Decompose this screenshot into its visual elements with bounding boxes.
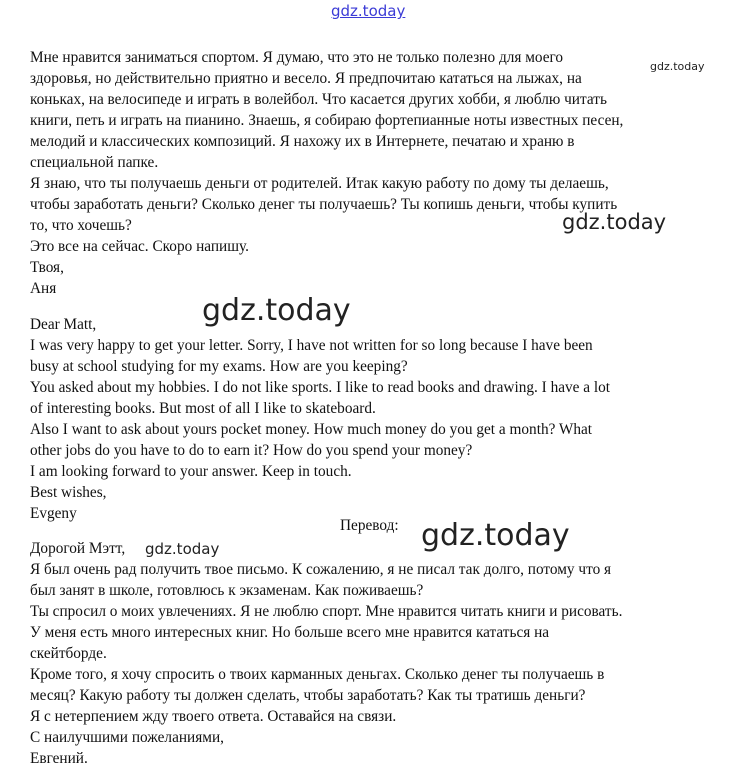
russian-letter-line: Мне нравится заниматься спортом. Я думаю, что это не только полезно для моего [30,49,564,66]
translation-line: У меня есть много интересных книг. Но больше всего мне нравится кататься на [30,624,550,641]
russian-letter-line: коньках, на велосипеде и играть в волейбол. Что касается других хобби, я люблю читать [30,91,607,108]
translation-line: месяц? Какую работу ты должен сделать, чтобы заработать? Как ты тратишь деньги? [30,687,586,704]
watermark-large: gdz.today [202,293,351,328]
russian-letter-signature: Аня [30,280,57,297]
english-letter-line: I am looking forward to your answer. Keep in touch. [30,463,352,480]
translation-greeting: Дорогой Мэтт, [30,540,126,557]
translation-label: Перевод: [340,517,399,534]
watermark-small: gdz.today [145,540,220,558]
translation-line: Ты спросил о моих увлечениях. Я не люблю спорт. Мне нравится читать книги и рисовать. [30,603,623,620]
russian-letter-signoff: Твоя, [30,259,64,276]
english-letter-line: other jobs do you have to do to earn it? How do you spend your money? [30,442,473,459]
watermark-large: gdz.today [421,518,570,553]
translation-line: скейтборде. [30,645,107,662]
english-letter-line: You asked about my hobbies. I do not like sports. I like to read books and drawing. I have a lot [30,379,611,396]
english-letter-signoff: Best wishes, [30,484,107,501]
watermark-medium: gdz.today [562,210,667,234]
english-letter-line: of interesting books. But most of all I like to skateboard. [30,400,376,417]
watermark-top-link[interactable]: gdz.today [331,2,406,20]
translation-line: Я был очень рад получить твое письмо. К сожалению, я не писал так долго, потому что я [30,561,612,578]
translation-signoff: С наилучшими пожеланиями, [30,729,224,746]
english-letter-line: I was very happy to get your letter. Sorry, I have not written for so long because I have been [30,337,593,354]
russian-letter-line: Я знаю, что ты получаешь деньги от родителей. Итак какую работу по дому ты делаешь, [30,175,609,192]
translation-line: Кроме того, я хочу спросить о твоих карманных деньгах. Сколько денег ты получаешь в [30,666,605,683]
russian-letter-line: мелодий и классических композиций. Я нахожу их в Интернете, печатаю и храню в [30,133,575,150]
russian-letter-line: книги, петь и играть на пианино. Знаешь, я собираю фортепианные ноты известных песен, [30,112,624,129]
english-letter-line: Also I want to ask about yours pocket money. How much money do you get a month? What [30,421,593,438]
translation-line: Я с нетерпением жду твоего ответа. Оставайся на связи. [30,708,397,725]
translation-line: был занят в школе, готовлюсь к экзаменам. Как поживаешь? [30,582,424,599]
russian-letter-line: чтобы заработать деньги? Сколько денег ты получаешь? Ты копишь деньги, чтобы купить [30,196,618,213]
russian-letter-line: специальной папке. [30,154,159,171]
translation-signature: Евгений. [30,750,88,767]
english-letter-greeting: Dear Matt, [30,316,97,333]
russian-letter-line: то, что хочешь? [30,217,132,234]
english-letter-line: busy at school studying for my exams. How are you keeping? [30,358,408,375]
english-letter-signature: Evgeny [30,505,77,522]
russian-letter-line: Это все на сейчас. Скоро напишу. [30,238,249,255]
russian-letter-line: здоровья, но действительно приятно и весело. Я предпочитаю кататься на лыжах, на [30,70,582,87]
watermark-small: gdz.today [650,60,705,73]
